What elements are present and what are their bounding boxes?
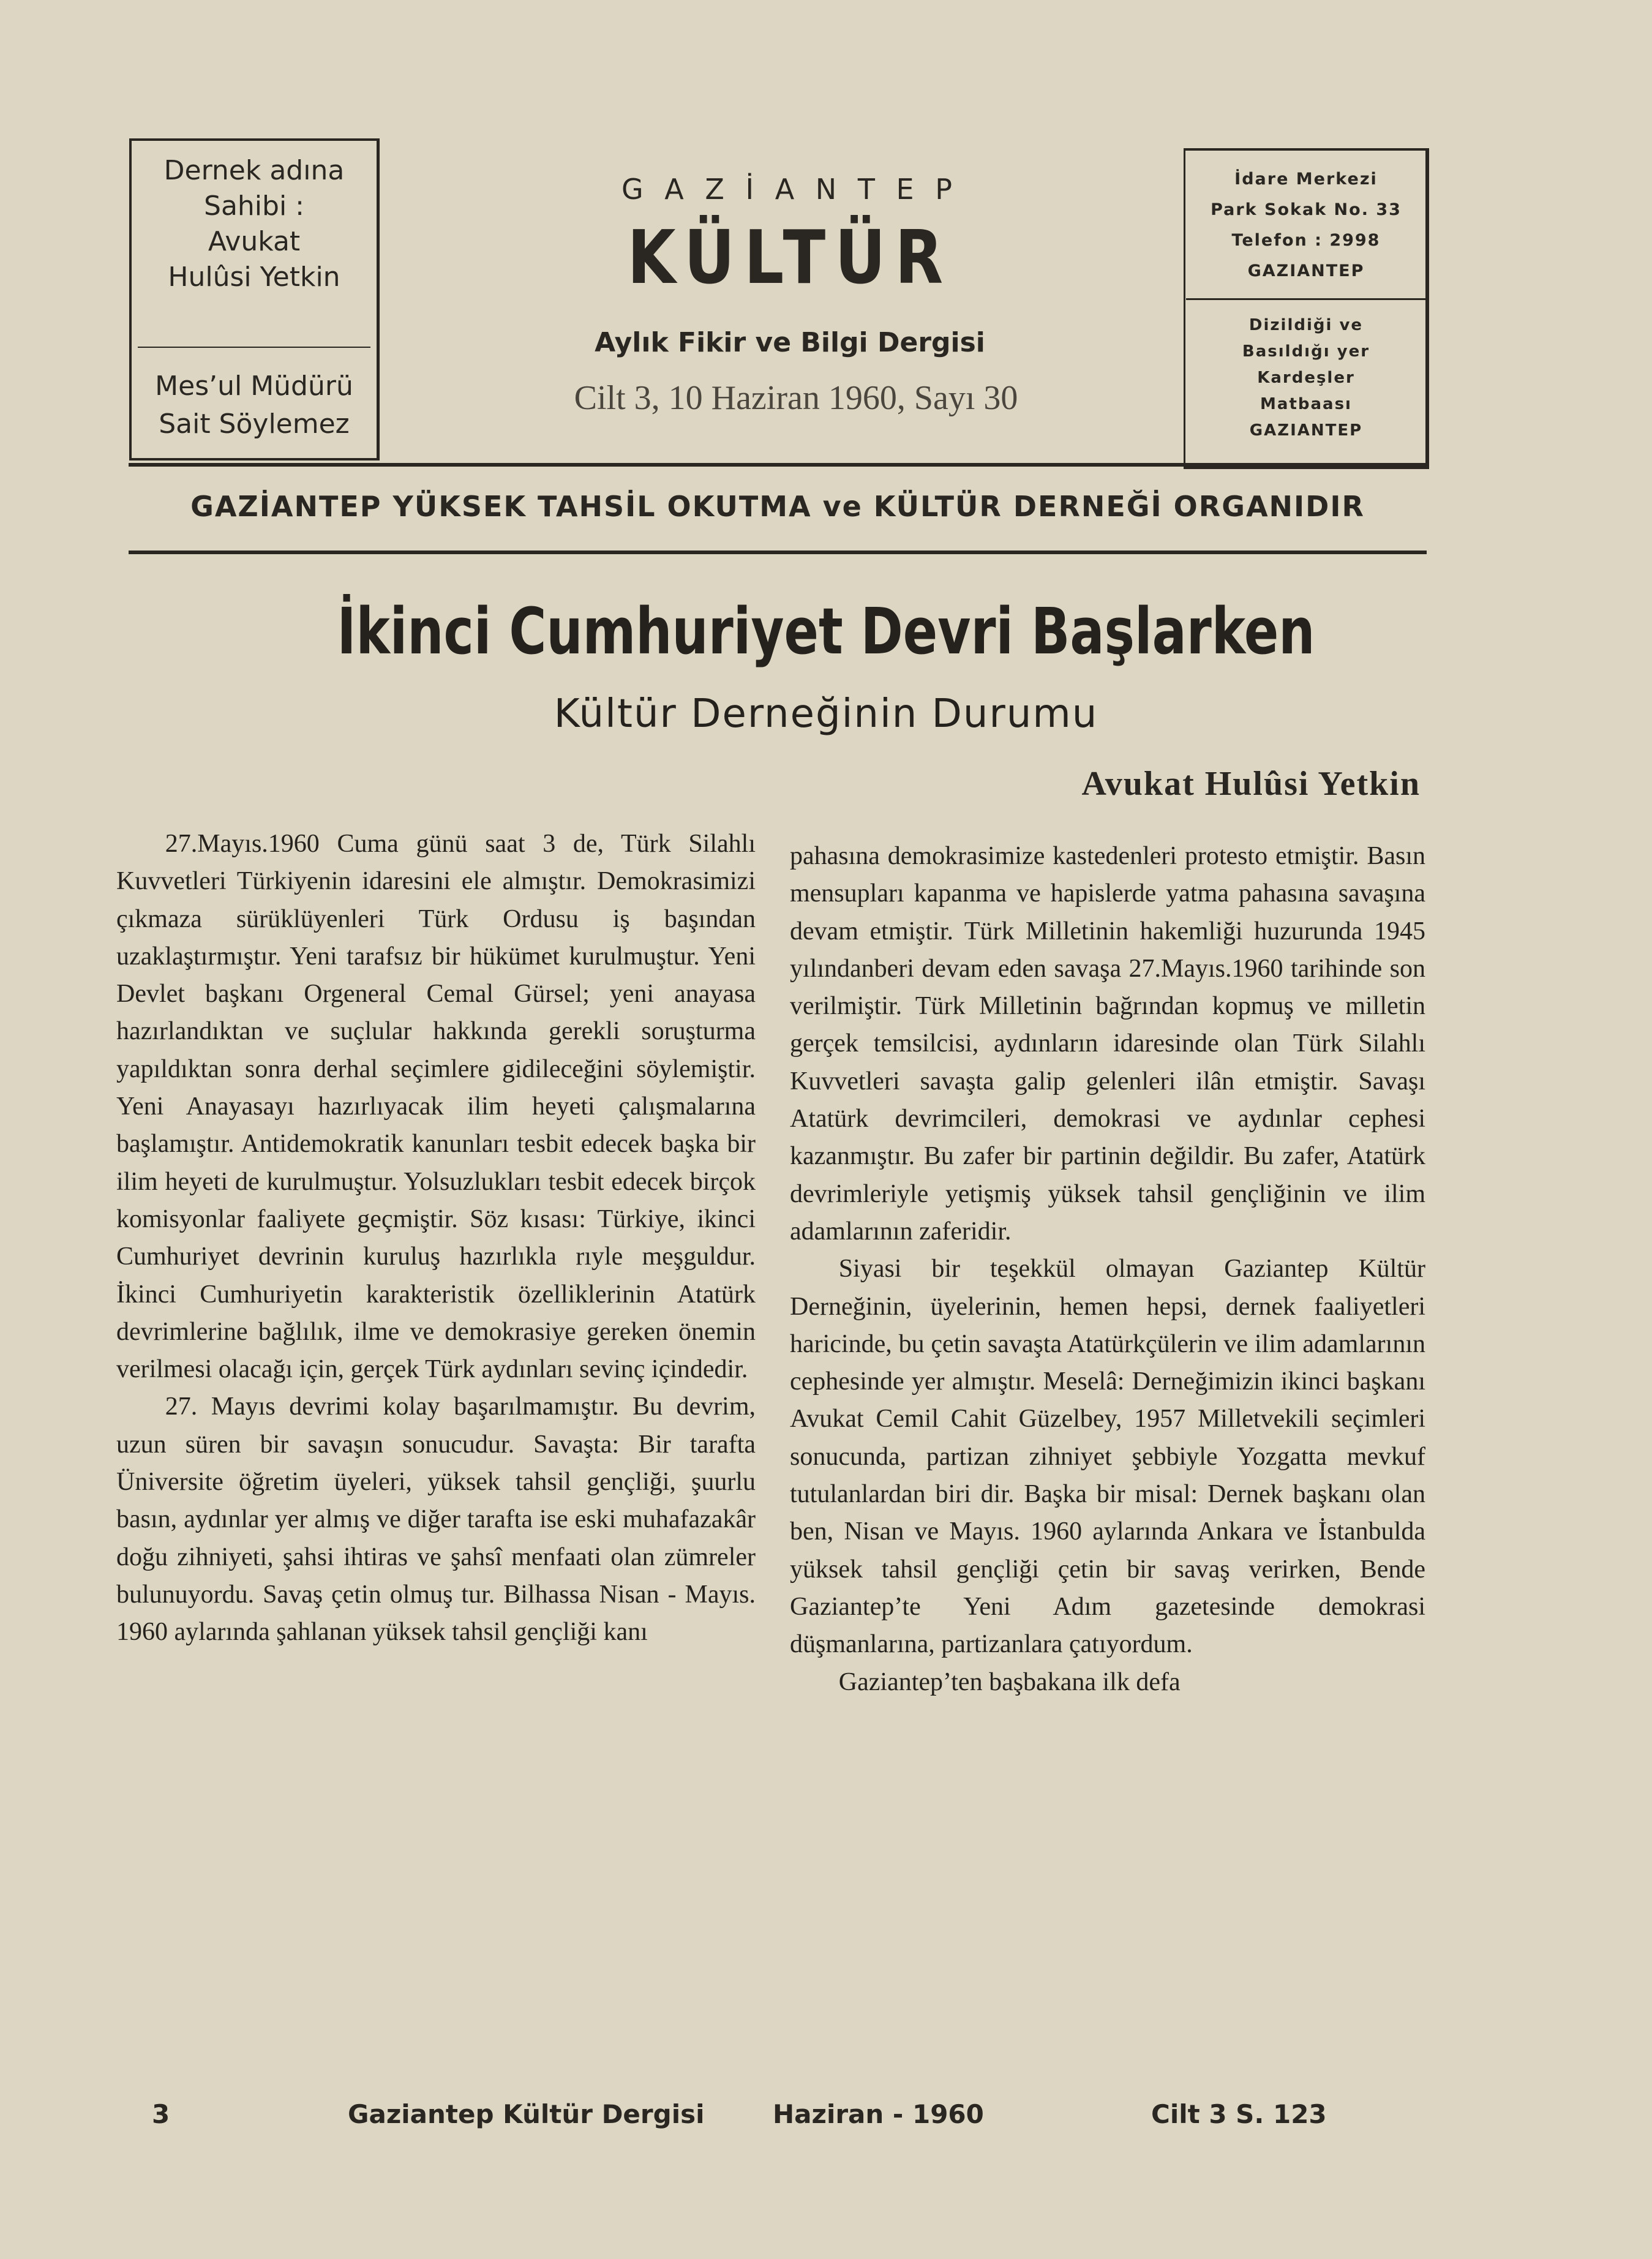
masthead-title: KÜLTÜR bbox=[627, 216, 953, 301]
printer-line-5: GAZIANTEP bbox=[1249, 421, 1363, 440]
col2-paragraph-2: Siyasi bir teşekkül olmayan Gaziantep Kültür Derneğinin, üyelerinin, hemen hepsi, dernek faaliyetleri haricinde, bu çetin savaşta Atatürkçülerin ve ilim adamlarının cephesinde yer almıştır. Meselâ: Derneğimizin ikinci başkanı Avukat Cemil Cahit Güzelbey, 1957 Milletvekili seçimleri sonucunda, partizan zihniyet şebbiyle Yozgatta mevkuf tutulanlardan biri dir. Başka bir misal: Dernek başkanı olan ben, Nisan ve Mayıs. 1960 aylarında Ankara ve İstanbulda yüksek tahsil gençliği çetin bir savaş verirken, Bende Gaziantep’te Yeni Adım gazetesinde demokrasi düşmanlarına, partizanlara çatıyordum. bbox=[790, 1255, 1425, 1659]
address-block bbox=[1186, 164, 1426, 287]
top-rule bbox=[129, 463, 1427, 467]
footer-page-number: 3 bbox=[152, 2099, 170, 2129]
owner-line-3: Avukat bbox=[208, 226, 301, 257]
address-box-divider bbox=[1186, 298, 1426, 300]
address-line-1: İdare Merkezi bbox=[1234, 170, 1378, 189]
printer-block bbox=[1186, 312, 1426, 444]
editor-line-1: Mes’ul Müdürü bbox=[155, 370, 353, 402]
owner-block bbox=[132, 153, 377, 295]
article-column-right bbox=[790, 838, 1425, 2093]
footer-journal-name: Gaziantep Kültür Dergisi bbox=[348, 2099, 705, 2129]
organ-line: GAZİANTEP YÜKSEK TAHSİL OKUTMA ve KÜLTÜR DERNEĞİ ORGANIDIR bbox=[190, 490, 1365, 523]
address-line-3: Telefon : 2998 bbox=[1231, 231, 1381, 250]
publisher-box-divider bbox=[138, 347, 370, 348]
masthead-issue: Cilt 3, 10 Haziran 1960, Sayı 30 bbox=[574, 379, 1018, 417]
footer-date: Haziran - 1960 bbox=[773, 2099, 984, 2129]
owner-line-2: Sahibi : bbox=[204, 190, 304, 222]
address-line-4: GAZIANTEP bbox=[1247, 261, 1365, 280]
article-byline: Avukat Hulûsi Yetkin bbox=[1081, 765, 1421, 803]
address-line-2: Park Sokak No. 33 bbox=[1211, 200, 1402, 219]
col2-paragraph-1: pahasına demokrasimize kastedenleri protesto etmiştir. Basın mensupları kapanma ve hapislerde yatma pahasına savaşına devam etmiştir. Türk Milletinin hakemliği huzurunda 1945 yılındanberi devam eden savaşa 27.Mayıs.1960 tarihinde son verilmiştir. Türk Milletinin bağrından kopmuş ve milletin gerçek temsilcisi, aydınların idaresinde olan Türk Silahlı Kuvvetleri savaşta galip gelenleri ilân etmiştir. Savaşı Atatürk devrimcileri, demokrasi ve aydınlar cephesi kazanmıştır. Bu zafer bir partinin değildir. Bu zafer, Atatürk devrimleriyle yetişmiş yüksek tahsil gençliğinin ve ilim adamlarının zaferidir. bbox=[790, 842, 1425, 1246]
owner-line-4: Hulûsi Yetkin bbox=[168, 261, 340, 293]
printer-line-4: Matbaası bbox=[1260, 395, 1352, 413]
printer-line-3: Kardeşler bbox=[1257, 369, 1355, 387]
owner-line-1: Dernek adına bbox=[163, 155, 345, 186]
organ-rule bbox=[129, 551, 1427, 554]
printer-line-1: Dizildiği ve bbox=[1248, 316, 1364, 334]
article-column-left bbox=[116, 825, 756, 2093]
editor-line-2: Sait Söylemez bbox=[159, 408, 350, 440]
col1-paragraph-1: 27.Mayıs.1960 Cuma günü saat 3 de, Türk Silahlı Kuvvetleri Türkiyenin idaresini ele almıştır. Demokrasimizi çıkmaza sürüklüyenleri Türk Ordusu iş başından uzaklaştırmıştır. Yeni tarafsız bir hükümet kurulmuştur. Yeni Devlet başkanı Orgeneral Cemal Gürsel; yeni anayasa hazırlandıktan ve suçlular hakkında gerekli soruşturma yapıldıktan sonra derhal seçimlere gidileceğini söylemiştir. Yeni Anayasayı hazırlıyacak ilim heyeti çalışmalarına başlamıştır. Antidemokratik kanunları tesbit edecek başka bir ilim heyeti de kurulmuştur. Yolsuzlukları tesbit edecek birçok komisyonlar faaliyete geçmiştir. Söz kısası: Türkiye, ikinci Cumhuriyet devrinin kuruluş hazırlıkla rıyle meşguldur. İkinci Cumhuriyetin karakteristik özelliklerinin Atatürk devrimlerine bağlılık, ilme ve demokrasiye gereken önemin verilmesi olacağı için, gerçek Türk aydınları sevinç içindedir. bbox=[116, 830, 756, 1384]
article-subheadline: Kültür Derneğinin Durumu bbox=[554, 691, 1098, 737]
article-headline: İkinci Cumhuriyet Devri Başlarken bbox=[337, 594, 1315, 669]
editor-block bbox=[132, 367, 377, 443]
masthead-city: G A Z İ A N T E P bbox=[621, 173, 958, 206]
footer-volume: Cilt 3 S. 123 bbox=[1151, 2099, 1327, 2129]
masthead-subtitle: Aylık Fikir ve Bilgi Dergisi bbox=[595, 327, 985, 358]
col1-paragraph-2: 27. Mayıs devrimi kolay başarılmamıştır. Bu devrim, uzun süren bir savaşın sonucudur. Savaşta: Bir tarafta Üniversite öğretim üyeleri, yüksek tahsil gençliği, şuurlu basın, aydınlar yer almış ve diğer tarafta ise eski muhafazakâr doğu zihniyeti, şahsi ihtiras ve şahsî menfaati olan zümreler bulunuyordu. Savaş çetin olmuş tur. Bilhassa Nisan - Mayıs. 1960 aylarında şahlanan yüksek tahsil gençliği kanı bbox=[116, 1393, 756, 1647]
printer-line-2: Basıldığı yer bbox=[1242, 342, 1370, 361]
col2-paragraph-3: Gaziantep’ten başbakana ilk defa bbox=[838, 1667, 1181, 1696]
